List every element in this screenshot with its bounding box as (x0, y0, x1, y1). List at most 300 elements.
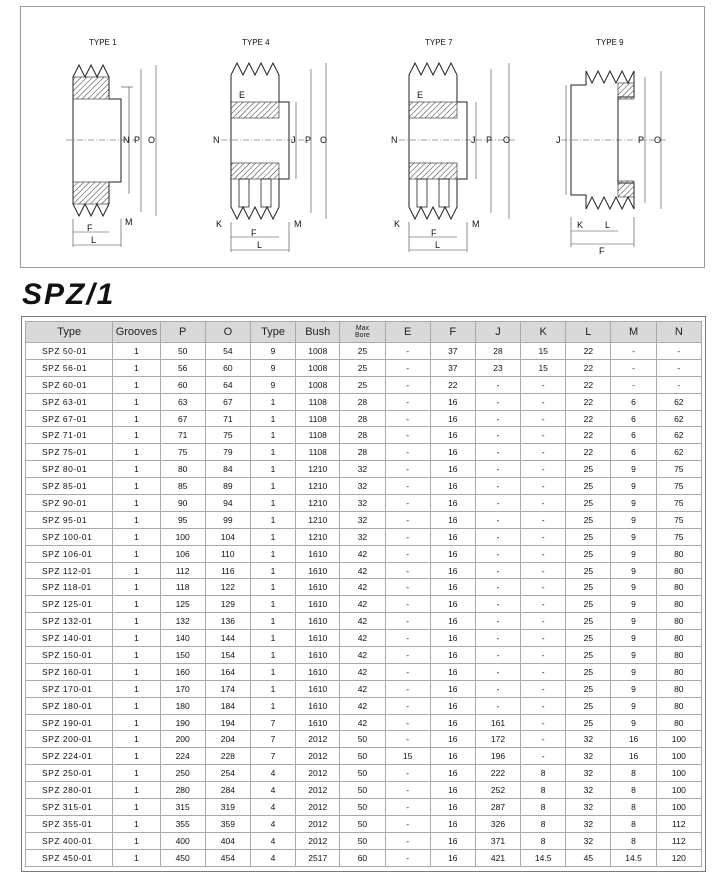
table-cell-m: 6 (611, 427, 656, 444)
table-cell-k: - (521, 680, 566, 697)
type-4-label: TYPE 4 (242, 38, 270, 47)
dim-label-k-type7: K (394, 219, 401, 229)
table-cell-bush: 1210 (296, 528, 340, 545)
table-cell-n: 80 (656, 579, 701, 596)
table-cell-p: 400 (160, 832, 205, 849)
table-cell-grooves: 1 (113, 444, 160, 461)
table-cell-pulley-type: 1 (250, 647, 295, 664)
table-cell-l: 22 (566, 359, 611, 376)
table-cell-n: 112 (656, 815, 701, 832)
table-cell-bush: 2012 (296, 765, 340, 782)
table-cell-n: 75 (656, 528, 701, 545)
table-cell-grooves: 1 (113, 545, 160, 562)
table-cell-k: - (521, 579, 566, 596)
table-cell-pulley-type: 7 (250, 748, 295, 765)
table-cell-m: 6 (611, 444, 656, 461)
table-cell-l: 25 (566, 663, 611, 680)
table-cell-n: 62 (656, 444, 701, 461)
table-cell-p: 71 (160, 427, 205, 444)
table-cell-e: - (385, 663, 430, 680)
table-cell-j: - (475, 427, 520, 444)
dim-label-f-type7: F (431, 228, 437, 238)
column-header-grooves: Grooves (113, 322, 160, 343)
table-cell-max-bore: 50 (340, 815, 385, 832)
table-cell-e: - (385, 782, 430, 799)
table-row (26, 343, 702, 360)
table-row (26, 647, 702, 664)
table-cell-e: - (385, 765, 430, 782)
column-header-o: O (205, 322, 250, 343)
table-row (26, 427, 702, 444)
table-cell-o: 129 (205, 596, 250, 613)
table-cell-e: - (385, 359, 430, 376)
table-cell-k: 8 (521, 782, 566, 799)
table-row (26, 545, 702, 562)
table-cell-bush: 1610 (296, 680, 340, 697)
table-cell-j: 161 (475, 714, 520, 731)
table-row (26, 748, 702, 765)
table-cell-pulley-type: 7 (250, 714, 295, 731)
table-cell-pulley-type: 1 (250, 478, 295, 495)
table-cell-k: - (521, 393, 566, 410)
table-cell-p: 112 (160, 562, 205, 579)
table-cell-l: 32 (566, 832, 611, 849)
table-cell-grooves: 1 (113, 562, 160, 579)
table-cell-max-bore: 32 (340, 461, 385, 478)
cell-type-code: SPZ 85-01 (26, 478, 113, 495)
table-cell-k: - (521, 528, 566, 545)
table-cell-n: 62 (656, 427, 701, 444)
table-cell-grooves: 1 (113, 528, 160, 545)
table-cell-e: - (385, 613, 430, 630)
table-cell-l: 25 (566, 478, 611, 495)
table-cell-l: 32 (566, 799, 611, 816)
table-cell-e: - (385, 478, 430, 495)
table-cell-k: - (521, 714, 566, 731)
table-cell-o: 79 (205, 444, 250, 461)
column-header-f: F (430, 322, 475, 343)
table-cell-e: - (385, 343, 430, 360)
table-cell-e: - (385, 410, 430, 427)
type-9-drawing (556, 38, 666, 256)
cell-type-code: SPZ 106-01 (26, 545, 113, 562)
table-cell-bush: 2012 (296, 782, 340, 799)
cell-type-code: SPZ 190-01 (26, 714, 113, 731)
table-cell-l: 22 (566, 376, 611, 393)
table-cell-grooves: 1 (113, 613, 160, 630)
table-cell-grooves: 1 (113, 815, 160, 832)
table-row (26, 799, 702, 816)
cell-type-code: SPZ 355-01 (26, 815, 113, 832)
table-row (26, 410, 702, 427)
table-cell-max-bore: 42 (340, 714, 385, 731)
table-cell-o: 184 (205, 697, 250, 714)
table-cell-m: 9 (611, 478, 656, 495)
table-cell-p: 190 (160, 714, 205, 731)
table-row (26, 782, 702, 799)
table-cell-pulley-type: 1 (250, 596, 295, 613)
table-cell-n: 75 (656, 461, 701, 478)
table-cell-n: 80 (656, 545, 701, 562)
table-cell-j: 421 (475, 849, 520, 866)
table-cell-k: - (521, 748, 566, 765)
table-cell-k: - (521, 596, 566, 613)
table-cell-max-bore: 42 (340, 630, 385, 647)
table-cell-grooves: 1 (113, 343, 160, 360)
table-cell-max-bore: 25 (340, 376, 385, 393)
dim-label-l-type7: L (435, 240, 441, 250)
table-cell-p: 170 (160, 680, 205, 697)
dim-label-p: P (134, 135, 141, 145)
table-cell-p: 100 (160, 528, 205, 545)
table-cell-p: 106 (160, 545, 205, 562)
table-cell-j: - (475, 613, 520, 630)
table-cell-k: - (521, 495, 566, 512)
table-row (26, 511, 702, 528)
table-cell-f: 16 (430, 562, 475, 579)
table-cell-p: 250 (160, 765, 205, 782)
table-cell-e: - (385, 545, 430, 562)
cell-type-code: SPZ 140-01 (26, 630, 113, 647)
table-cell-j: 252 (475, 782, 520, 799)
table-cell-p: 160 (160, 663, 205, 680)
table-cell-grooves: 1 (113, 849, 160, 866)
table-cell-o: 319 (205, 799, 250, 816)
table-cell-n: 62 (656, 393, 701, 410)
table-cell-o: 164 (205, 663, 250, 680)
table-cell-p: 140 (160, 630, 205, 647)
table-cell-pulley-type: 1 (250, 495, 295, 512)
column-header-l: L (566, 322, 611, 343)
table-cell-e: - (385, 697, 430, 714)
cell-type-code: SPZ 400-01 (26, 832, 113, 849)
table-cell-o: 154 (205, 647, 250, 664)
dim-label-e-type7: E (417, 90, 424, 100)
table-cell-o: 84 (205, 461, 250, 478)
dim-label-f-type9: F (599, 246, 605, 256)
table-cell-n: - (656, 376, 701, 393)
table-cell-pulley-type: 1 (250, 511, 295, 528)
table-cell-pulley-type: 1 (250, 663, 295, 680)
table-cell-k: - (521, 444, 566, 461)
table-cell-f: 16 (430, 782, 475, 799)
cell-type-code: SPZ 224-01 (26, 748, 113, 765)
table-cell-j: - (475, 511, 520, 528)
table-cell-n: - (656, 359, 701, 376)
table-cell-bush: 2517 (296, 849, 340, 866)
table-cell-l: 32 (566, 815, 611, 832)
table-cell-o: 122 (205, 579, 250, 596)
table-cell-m: 9 (611, 562, 656, 579)
table-cell-f: 16 (430, 596, 475, 613)
table-row (26, 376, 702, 393)
table-cell-k: - (521, 376, 566, 393)
table-cell-l: 25 (566, 461, 611, 478)
table-row (26, 680, 702, 697)
table-cell-f: 16 (430, 815, 475, 832)
table-cell-l: 25 (566, 697, 611, 714)
pulley-type-drawings (21, 7, 706, 269)
table-cell-j: - (475, 393, 520, 410)
table-cell-o: 99 (205, 511, 250, 528)
table-cell-grooves: 1 (113, 359, 160, 376)
table-cell-m: - (611, 343, 656, 360)
table-row (26, 697, 702, 714)
table-cell-max-bore: 42 (340, 579, 385, 596)
table-cell-o: 174 (205, 680, 250, 697)
table-cell-o: 54 (205, 343, 250, 360)
table-cell-p: 60 (160, 376, 205, 393)
table-cell-e: - (385, 815, 430, 832)
column-header-k: K (521, 322, 566, 343)
table-cell-max-bore: 42 (340, 545, 385, 562)
table-cell-k: - (521, 647, 566, 664)
table-cell-f: 16 (430, 680, 475, 697)
table-cell-o: 89 (205, 478, 250, 495)
table-cell-max-bore: 42 (340, 562, 385, 579)
table-cell-o: 254 (205, 765, 250, 782)
table-cell-n: - (656, 343, 701, 360)
table-cell-bush: 1610 (296, 630, 340, 647)
table-cell-m: 9 (611, 630, 656, 647)
table-row (26, 832, 702, 849)
table-cell-bush: 2012 (296, 731, 340, 748)
table-cell-grooves: 1 (113, 579, 160, 596)
table-cell-n: 120 (656, 849, 701, 866)
table-cell-max-bore: 25 (340, 343, 385, 360)
table-cell-k: - (521, 562, 566, 579)
table-cell-pulley-type: 9 (250, 376, 295, 393)
table-cell-p: 50 (160, 343, 205, 360)
table-cell-n: 80 (656, 630, 701, 647)
dim-label-l-type4: L (257, 240, 263, 250)
table-cell-n: 100 (656, 748, 701, 765)
table-row (26, 596, 702, 613)
table-row (26, 478, 702, 495)
table-cell-f: 16 (430, 849, 475, 866)
table-cell-j: - (475, 663, 520, 680)
table-cell-p: 224 (160, 748, 205, 765)
table-cell-j: - (475, 410, 520, 427)
table-cell-n: 80 (656, 663, 701, 680)
table-cell-l: 22 (566, 444, 611, 461)
table-cell-n: 100 (656, 731, 701, 748)
column-header-p: P (160, 322, 205, 343)
table-cell-j: - (475, 562, 520, 579)
table-cell-max-bore: 28 (340, 427, 385, 444)
table-cell-grooves: 1 (113, 748, 160, 765)
table-cell-e: - (385, 630, 430, 647)
table-cell-o: 64 (205, 376, 250, 393)
table-cell-bush: 1108 (296, 410, 340, 427)
type-4-drawing (213, 38, 327, 252)
type-1-drawing (66, 38, 156, 247)
table-cell-k: 15 (521, 359, 566, 376)
table-cell-bush: 2012 (296, 799, 340, 816)
table-cell-e: - (385, 427, 430, 444)
table-cell-j: - (475, 376, 520, 393)
dim-label-j-type9: J (556, 135, 561, 145)
table-cell-max-bore: 28 (340, 393, 385, 410)
table-cell-m: 9 (611, 697, 656, 714)
table-row (26, 528, 702, 545)
table-cell-m: 9 (611, 579, 656, 596)
table-cell-p: 150 (160, 647, 205, 664)
table-cell-k: 8 (521, 765, 566, 782)
table-cell-m: 8 (611, 815, 656, 832)
table-row (26, 731, 702, 748)
table-cell-bush: 1210 (296, 495, 340, 512)
table-cell-e: - (385, 832, 430, 849)
table-cell-pulley-type: 7 (250, 731, 295, 748)
cell-type-code: SPZ 100-01 (26, 528, 113, 545)
dim-label-o-type7: O (503, 135, 511, 145)
table-cell-p: 132 (160, 613, 205, 630)
table-cell-l: 22 (566, 427, 611, 444)
table-cell-max-bore: 32 (340, 511, 385, 528)
table-cell-j: - (475, 528, 520, 545)
table-cell-bush: 1210 (296, 461, 340, 478)
table-cell-pulley-type: 1 (250, 444, 295, 461)
table-cell-m: 6 (611, 393, 656, 410)
table-cell-f: 16 (430, 579, 475, 596)
cell-type-code: SPZ 90-01 (26, 495, 113, 512)
table-cell-grooves: 1 (113, 461, 160, 478)
table-cell-k: - (521, 697, 566, 714)
table-cell-e: - (385, 495, 430, 512)
table-cell-grooves: 1 (113, 376, 160, 393)
table-cell-p: 80 (160, 461, 205, 478)
table-cell-n: 80 (656, 714, 701, 731)
table-cell-l: 32 (566, 731, 611, 748)
table-cell-n: 100 (656, 782, 701, 799)
table-cell-f: 16 (430, 478, 475, 495)
table-cell-l: 32 (566, 765, 611, 782)
table-cell-o: 144 (205, 630, 250, 647)
table-cell-m: 9 (611, 647, 656, 664)
table-cell-e: - (385, 461, 430, 478)
table-row (26, 444, 702, 461)
table-cell-l: 22 (566, 393, 611, 410)
table-cell-l: 22 (566, 410, 611, 427)
dim-label-n-type7: N (391, 135, 398, 145)
spec-table (25, 321, 702, 867)
table-cell-k: - (521, 410, 566, 427)
table-cell-k: 14.5 (521, 849, 566, 866)
table-cell-m: 8 (611, 799, 656, 816)
table-cell-bush: 2012 (296, 832, 340, 849)
table-cell-max-bore: 28 (340, 410, 385, 427)
cell-type-code: SPZ 125-01 (26, 596, 113, 613)
table-cell-bush: 1610 (296, 714, 340, 731)
table-cell-f: 16 (430, 630, 475, 647)
table-cell-k: 8 (521, 832, 566, 849)
table-cell-bush: 1210 (296, 511, 340, 528)
page-title: SPZ/1 (22, 278, 116, 311)
table-cell-m: 9 (611, 461, 656, 478)
table-row (26, 393, 702, 410)
table-cell-pulley-type: 1 (250, 630, 295, 647)
table-body (26, 343, 702, 867)
table-cell-pulley-type: 1 (250, 680, 295, 697)
dim-label-e-type4: E (239, 90, 246, 100)
table-cell-f: 16 (430, 393, 475, 410)
cell-type-code: SPZ 150-01 (26, 647, 113, 664)
table-cell-e: - (385, 579, 430, 596)
cell-type-code: SPZ 315-01 (26, 799, 113, 816)
table-cell-n: 100 (656, 799, 701, 816)
dim-label-o: O (148, 135, 156, 145)
table-cell-bush: 1610 (296, 545, 340, 562)
type-7-drawing (391, 38, 516, 252)
table-cell-m: 16 (611, 731, 656, 748)
table-cell-m: - (611, 359, 656, 376)
table-cell-m: 8 (611, 782, 656, 799)
table-cell-pulley-type: 1 (250, 393, 295, 410)
table-cell-bush: 1108 (296, 444, 340, 461)
table-row (26, 849, 702, 866)
column-header-m: M (611, 322, 656, 343)
table-cell-pulley-type: 4 (250, 765, 295, 782)
table-cell-bush: 1210 (296, 478, 340, 495)
table-cell-p: 85 (160, 478, 205, 495)
table-cell-bush: 1008 (296, 376, 340, 393)
table-cell-grooves: 1 (113, 765, 160, 782)
table-cell-grooves: 1 (113, 832, 160, 849)
table-cell-p: 180 (160, 697, 205, 714)
cell-type-code: SPZ 60-01 (26, 376, 113, 393)
table-cell-bush: 1610 (296, 613, 340, 630)
table-cell-n: 75 (656, 511, 701, 528)
table-cell-p: 75 (160, 444, 205, 461)
table-cell-m: 9 (611, 663, 656, 680)
column-header-pulley-type: Type (250, 322, 295, 343)
table-cell-f: 16 (430, 528, 475, 545)
table-row (26, 495, 702, 512)
dim-label-o-type4: O (320, 135, 328, 145)
cell-type-code: SPZ 118-01 (26, 579, 113, 596)
table-cell-bush: 2012 (296, 748, 340, 765)
dim-label-n: N (123, 135, 130, 145)
table-cell-f: 22 (430, 376, 475, 393)
table-cell-m: 6 (611, 410, 656, 427)
table-row (26, 714, 702, 731)
table-cell-j: - (475, 478, 520, 495)
dim-label-p-type7: P (486, 135, 493, 145)
table-cell-o: 104 (205, 528, 250, 545)
table-row (26, 359, 702, 376)
table-cell-bush: 1108 (296, 393, 340, 410)
cell-type-code: SPZ 132-01 (26, 613, 113, 630)
table-cell-e: - (385, 799, 430, 816)
table-cell-l: 45 (566, 849, 611, 866)
table-cell-e: - (385, 647, 430, 664)
table-cell-pulley-type: 4 (250, 815, 295, 832)
table-row (26, 562, 702, 579)
cell-type-code: SPZ 71-01 (26, 427, 113, 444)
table-cell-p: 125 (160, 596, 205, 613)
table-cell-l: 32 (566, 782, 611, 799)
table-cell-pulley-type: 1 (250, 427, 295, 444)
table-cell-e: - (385, 511, 430, 528)
table-cell-max-bore: 42 (340, 663, 385, 680)
dim-label-j-type7: J (471, 135, 476, 145)
cell-type-code: SPZ 80-01 (26, 461, 113, 478)
table-cell-p: 280 (160, 782, 205, 799)
cell-type-code: SPZ 180-01 (26, 697, 113, 714)
table-cell-grooves: 1 (113, 680, 160, 697)
table-cell-pulley-type: 1 (250, 410, 295, 427)
